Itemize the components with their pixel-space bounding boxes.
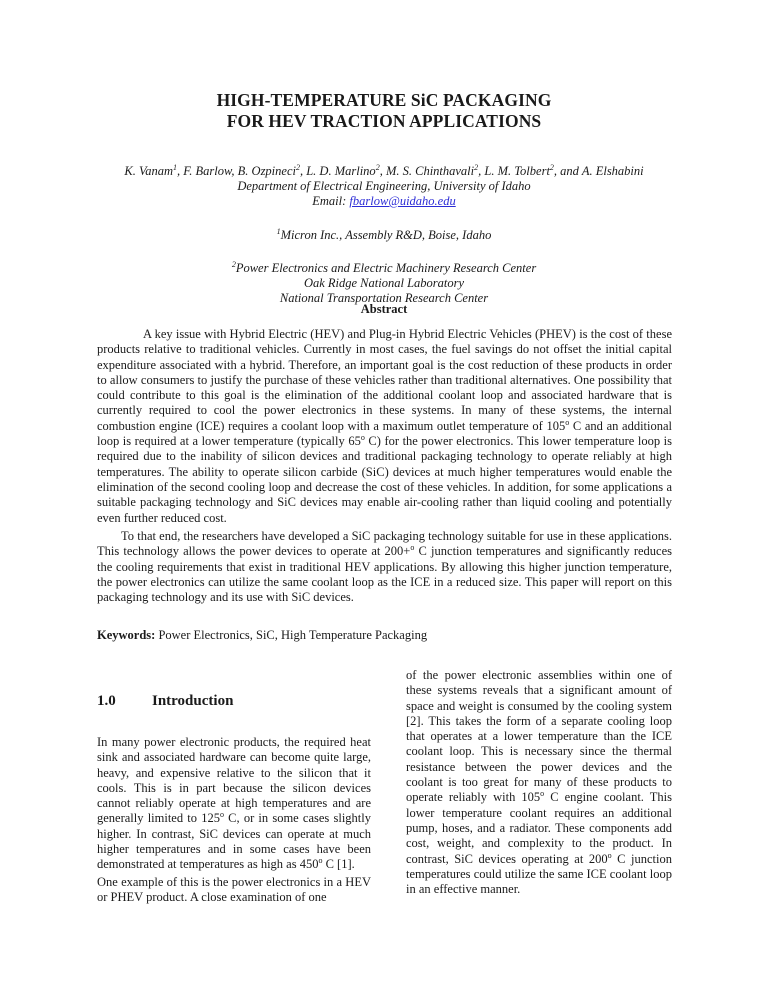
text-run: C and an additional loop is required at a lower temperature (typically 65 [97,418,673,449]
email-label: Email: [312,194,350,208]
author-name: L. D. Marlino [306,164,376,178]
degree-symbol: o [410,543,415,553]
author-affiliation-mark: 2 [295,162,300,172]
degree-symbol: o [565,417,570,427]
affiliation-mark: 2 [231,259,236,269]
degree-symbol: o [318,856,323,866]
author-name: K. Vanam [124,164,173,178]
affiliation-line: Oak Ridge National Laboratory [303,276,465,290]
text-run: C engine coolant. This lower temperature coolant requires an additional pump, hoses, and a radiator. These components add cost, weight, and complexity to the product. In contrast, SiC devices operating at 200 [406,790,672,866]
intro-paragraph-1 [97,735,371,873]
intro-paragraph-2: One example of this is the power electronics in a HEV or PHEV product. A close examination of one [97,875,371,905]
department: Department of Electrical Engineering, University of Idaho [237,179,531,193]
abstract-paragraph-1 [97,327,672,526]
author-name: M. S. Chinthavali [385,164,475,178]
degree-symbol: o [360,432,365,442]
affiliation-mark: 1 [276,226,281,236]
author-name: L. M. Tolbert [484,164,550,178]
author-affiliation-mark: 1 [172,162,177,172]
author-affiliation-mark: 2 [375,162,380,172]
section-title: Introduction [152,693,234,709]
author-affiliation-mark: 2 [474,162,479,172]
intro-right-column [406,668,672,897]
degree-symbol: o [540,789,545,799]
section-heading [97,692,233,710]
affiliation-text: Micron Inc., Assembly R&D, Boise, Idaho [280,228,492,242]
author-name: B. Ozpineci [237,164,296,178]
title-line-1: HIGH-TEMPERATURE SiC PACKAGING [216,90,552,110]
text-run: A key issue with Hybrid Electric (HEV) and Plug-in Hybrid Electric Vehicles (PHEV) is the cost of these products relative to traditional vehicles. Currently in most cases, the fuel savings do not offset the initial capital expenditure associated with a hybrid. Therefore, an important goal is the cost reduction of these products in order to allow consumers to justify the purchase of these vehicles rather than traditional alternatives. One possibility that could contribute to this goal is the elimination of the additional coolant loop and associated hardware that is currently required to cool the power electronics in these systems. In many of these systems, the internal combustion engine (ICE) requires a coolant loop with a maximum outlet temperature of 105 [97,327,672,433]
text-run: of the power electronic assemblies within one of these systems reveals that a significant amount of space and weight is consumed by the cooling system [2]. This takes the form of a separate cooling loop that operates at a lower temperature than the ICE coolant loop. This is necessary since the thermal resistance between the power devices and the coolant is too great for many of these products to operate reliably with 105 [406,668,672,805]
author-name: and A. Elshabini [560,164,644,178]
email-link[interactable]: fbarlow@uidaho.edu [349,194,456,208]
author-name: F. Barlow [183,164,232,178]
degree-symbol: o [219,810,224,820]
text-run: C [1]. [322,857,355,872]
text-run: In many power electronic products, the required heat sink and associated hardware can become quite large, heavy, and expensive relative to the silicon that it cools. This is in part because the silicon devices cannot reliably operate at high temperatures and are generally limited to 125 [97,735,371,826]
abstract-heading: Abstract [360,302,408,316]
affiliation-line: Power Electronics and Electric Machinery Research Center [235,261,537,275]
section-number: 1.0 [97,693,116,709]
text-run: To that end, the researchers have developed a SiC packaging technology suitable for use in these applications. This technology allows the power devices to operate at 200+ [97,529,672,559]
title-line-2: FOR HEV TRACTION APPLICATIONS [226,111,542,131]
email-line [0,194,768,209]
paper-title [0,90,768,132]
abstract-paragraph-2 [97,529,672,605]
text-run: C) for the power electronics. This lower temperature loop is required due to the inability of silicon devices and traditional packaging technology to operate reliably at high temperatures. The ability to operate silicon carbide (SiC) devices at much higher temperatures would enable the elimination of the second cooling loop and decrease the cost of these vehicles. In addition, for some applications a suitable packaging technology and SiC devices may enable air-cooling rather than liquid cooling and potentially even further reduced cost. [97,434,672,525]
keywords-label: Keywords: [97,628,156,642]
text-run: C junction temperatures could utilize the same ICE coolant loop in an effective manner. [406,851,672,897]
author-affiliation-mark: 2 [549,162,554,172]
keywords-list: Power Electronics, SiC, High Temperature Packaging [155,628,428,642]
author-list: K. Vanam$^1$, F. Barlow, B. Ozpineci$^2$, L. D. Marlino$^2$, M. S. Chinthavali$^2$, L. M. Tolbert$^2$, and A. Elshabini [124,162,644,178]
text-run: C junction temperatures and significantly reduces the cooling requirements that exist in traditional HEV applications. By allowing this higher junction temperature, the power electronics can utilize the same coolant loop as the ICE in a reduced size. This paper will report on this packaging technology and its use with SiC devices. [97,544,673,605]
affiliation-2 [0,261,768,306]
text-run: C, or in some cases slightly higher. In contrast, SiC devices can operate at much higher temperatures and in some cases have been demonstrated at temperatures as high as 450 [97,811,371,872]
affiliation-line: National Transportation Research Center [279,291,489,305]
keywords [97,628,427,643]
degree-symbol: o [607,850,612,860]
affiliation-1 [0,228,768,243]
